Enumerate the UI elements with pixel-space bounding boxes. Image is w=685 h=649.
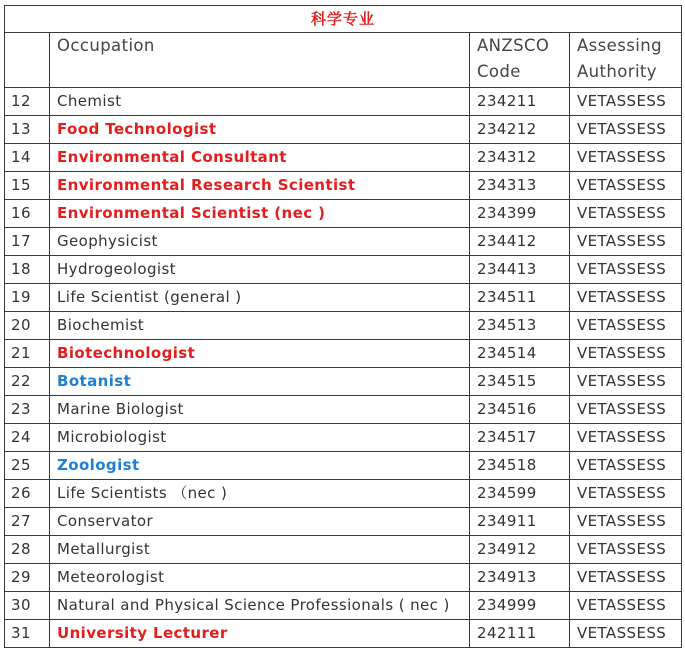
row-anzsco-code: 234312 — [470, 144, 570, 172]
row-number: 21 — [5, 340, 50, 368]
row-occupation: Microbiologist — [50, 424, 470, 452]
row-occupation: Biochemist — [50, 312, 470, 340]
table-row — [5, 592, 682, 620]
row-number: 20 — [5, 312, 50, 340]
row-number: 19 — [5, 284, 50, 312]
row-anzsco-code: 234913 — [470, 564, 570, 592]
row-number: 14 — [5, 144, 50, 172]
row-anzsco-code: 234515 — [470, 368, 570, 396]
row-assessing-authority: VETASSESS — [570, 592, 682, 620]
row-occupation: Meteorologist — [50, 564, 470, 592]
row-number: 15 — [5, 172, 50, 200]
row-occupation: Hydrogeologist — [50, 256, 470, 284]
science-occupation-table — [4, 5, 682, 648]
row-anzsco-code: 242111 — [470, 620, 570, 648]
row-anzsco-code: 234514 — [470, 340, 570, 368]
row-assessing-authority: VETASSESS — [570, 620, 682, 648]
row-assessing-authority: VETASSESS — [570, 340, 682, 368]
table-row — [5, 508, 682, 536]
row-occupation: Marine Biologist — [50, 396, 470, 424]
row-assessing-authority: VETASSESS — [570, 88, 682, 116]
row-assessing-authority: VETASSESS — [570, 144, 682, 172]
row-anzsco-code: 234599 — [470, 480, 570, 508]
table-row — [5, 368, 682, 396]
row-assessing-authority: VETASSESS — [570, 256, 682, 284]
row-anzsco-code: 234516 — [470, 396, 570, 424]
row-number: 28 — [5, 536, 50, 564]
row-anzsco-code: 234518 — [470, 452, 570, 480]
row-anzsco-code: 234412 — [470, 228, 570, 256]
row-occupation: Botanist — [50, 368, 470, 396]
row-occupation: Environmental Scientist (nec ) — [50, 200, 470, 228]
table-row — [5, 564, 682, 592]
row-number: 18 — [5, 256, 50, 284]
row-occupation: Environmental Research Scientist — [50, 172, 470, 200]
table-row — [5, 620, 682, 648]
row-occupation: Chemist — [50, 88, 470, 116]
table-title: 科学专业 — [5, 6, 682, 33]
row-number: 27 — [5, 508, 50, 536]
row-occupation: University Lecturer — [50, 620, 470, 648]
table-row — [5, 312, 682, 340]
row-occupation: Environmental Consultant — [50, 144, 470, 172]
row-assessing-authority: VETASSESS — [570, 396, 682, 424]
row-number: 17 — [5, 228, 50, 256]
row-assessing-authority: VETASSESS — [570, 480, 682, 508]
header-code-line2: Code — [477, 62, 521, 81]
row-anzsco-code: 234513 — [470, 312, 570, 340]
header-assessing-authority — [570, 33, 682, 88]
row-occupation: Conservator — [50, 508, 470, 536]
table-row — [5, 340, 682, 368]
row-assessing-authority: VETASSESS — [570, 284, 682, 312]
row-number: 13 — [5, 116, 50, 144]
table-row — [5, 144, 682, 172]
row-assessing-authority: VETASSESS — [570, 172, 682, 200]
table-row — [5, 284, 682, 312]
row-assessing-authority: VETASSESS — [570, 116, 682, 144]
table-row — [5, 424, 682, 452]
row-assessing-authority: VETASSESS — [570, 368, 682, 396]
row-number: 26 — [5, 480, 50, 508]
row-assessing-authority: VETASSESS — [570, 536, 682, 564]
row-assessing-authority: VETASSESS — [570, 312, 682, 340]
table-title-row — [5, 6, 682, 33]
header-anzsco-code — [470, 33, 570, 88]
table-row — [5, 452, 682, 480]
table-row — [5, 256, 682, 284]
row-anzsco-code: 234212 — [470, 116, 570, 144]
table-row — [5, 200, 682, 228]
row-occupation: Life Scientist (general ) — [50, 284, 470, 312]
header-occupation: Occupation — [50, 33, 470, 88]
row-occupation: Life Scientists （nec ) — [50, 480, 470, 508]
header-authority-line1: Assessing — [577, 36, 662, 55]
table-row — [5, 480, 682, 508]
row-occupation: Biotechnologist — [50, 340, 470, 368]
row-occupation: Zoologist — [50, 452, 470, 480]
row-number: 22 — [5, 368, 50, 396]
header-number — [5, 33, 50, 88]
row-anzsco-code: 234313 — [470, 172, 570, 200]
table-row — [5, 88, 682, 116]
row-number: 31 — [5, 620, 50, 648]
header-code-line1: ANZSCO — [477, 36, 550, 55]
table-header-row — [5, 33, 682, 88]
table-row — [5, 228, 682, 256]
table-row — [5, 536, 682, 564]
row-anzsco-code: 234517 — [470, 424, 570, 452]
row-occupation: Food Technologist — [50, 116, 470, 144]
row-occupation: Metallurgist — [50, 536, 470, 564]
table-row — [5, 172, 682, 200]
row-assessing-authority: VETASSESS — [570, 228, 682, 256]
row-anzsco-code: 234999 — [470, 592, 570, 620]
table-row — [5, 396, 682, 424]
row-anzsco-code: 234211 — [470, 88, 570, 116]
row-anzsco-code: 234413 — [470, 256, 570, 284]
occupation-list-container — [4, 5, 682, 648]
row-assessing-authority: VETASSESS — [570, 564, 682, 592]
row-number: 16 — [5, 200, 50, 228]
row-anzsco-code: 234511 — [470, 284, 570, 312]
row-occupation: Natural and Physical Science Professionals ( nec ) — [50, 592, 470, 620]
row-number: 23 — [5, 396, 50, 424]
row-assessing-authority: VETASSESS — [570, 508, 682, 536]
row-anzsco-code: 234912 — [470, 536, 570, 564]
row-number: 12 — [5, 88, 50, 116]
row-number: 30 — [5, 592, 50, 620]
row-assessing-authority: VETASSESS — [570, 200, 682, 228]
header-authority-line2: Authority — [577, 62, 657, 81]
row-anzsco-code: 234911 — [470, 508, 570, 536]
row-assessing-authority: VETASSESS — [570, 452, 682, 480]
row-occupation: Geophysicist — [50, 228, 470, 256]
row-assessing-authority: VETASSESS — [570, 424, 682, 452]
row-number: 29 — [5, 564, 50, 592]
row-number: 25 — [5, 452, 50, 480]
table-row — [5, 116, 682, 144]
row-anzsco-code: 234399 — [470, 200, 570, 228]
row-number: 24 — [5, 424, 50, 452]
